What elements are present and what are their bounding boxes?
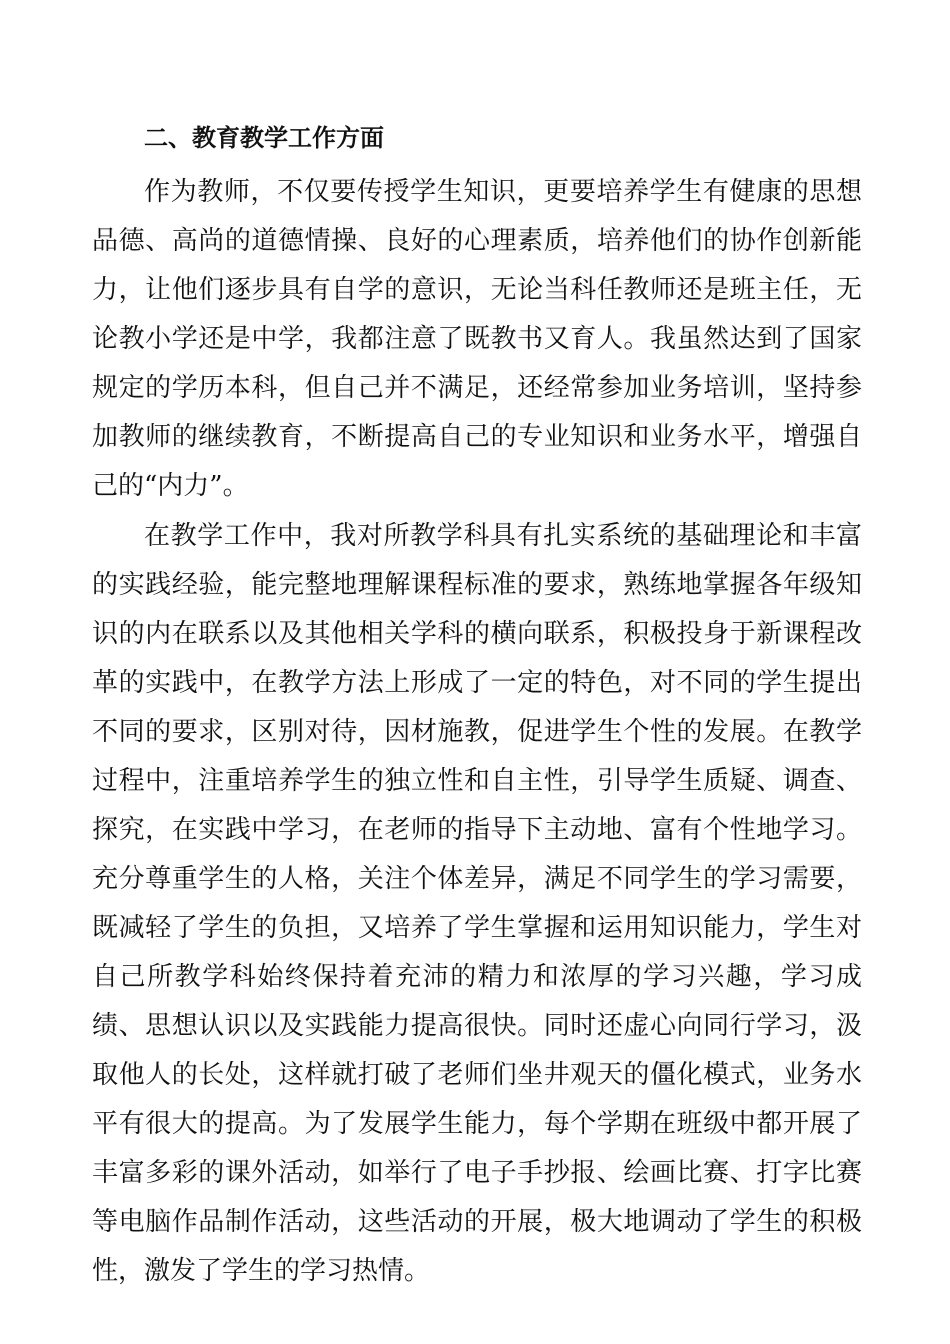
document-page: [92, 118, 862, 1296]
paragraph-teaching-work: 在教学工作中，我对所教学科具有扎实系统的基础理论和丰富的实践经验，能完整地理解课程标准的要求，熟练地掌握各年级知识的内在联系以及其他相关学科的横向联系，积极投身于新课程改革的实践中，在教学方法上形成了一定的特色，对不同的学生提出不同的要求，区别对待，因材施教，促进学生个性的发展。在教学过程中，注重培养学生的独立性和自主性，引导学生质疑、调查、探究，在实践中学习，在老师的指导下主动地、富有个性地学习。充分尊重学生的人格，关注个体差异，满足不同学生的学习需要，既减轻了学生的负担，又培养了学生掌握和运用知识能力，学生对自己所教学科始终保持着充沛的精力和浓厚的学习兴趣，学习成绩、思想认识以及实践能力提高很快。同时还虚心向同行学习，汲取他人的长处，这样就打破了老师们坐井观天的僵化模式，业务水平有很大的提高。为了发展学生能力，每个学期在班级中都开展了丰富多彩的课外活动，如举行了电子手抄报、绘画比赛、打字比赛等电脑作品制作活动，这些活动的开展，极大地调动了学生的积极性，激发了学生的学习热情。: [92, 521, 862, 1286]
section-heading: 二、教育教学工作方面: [144, 123, 384, 152]
paragraph-teacher-role: 作为教师，不仅要传授学生知识，更要培养学生有健康的思想品德、高尚的道德情操、良好的心理素质，培养他们的协作创新能力，让他们逐步具有自学的意识，无论当科任教师还是班主任，无论教小学还是中学，我都注意了既教书又育人。我虽然达到了国家规定的学历本科，但自己并不满足，还经常参加业务培训，坚持参加教师的继续教育，不断提高自己的专业知识和业务水平，增强自己的“内力”。: [92, 177, 862, 501]
